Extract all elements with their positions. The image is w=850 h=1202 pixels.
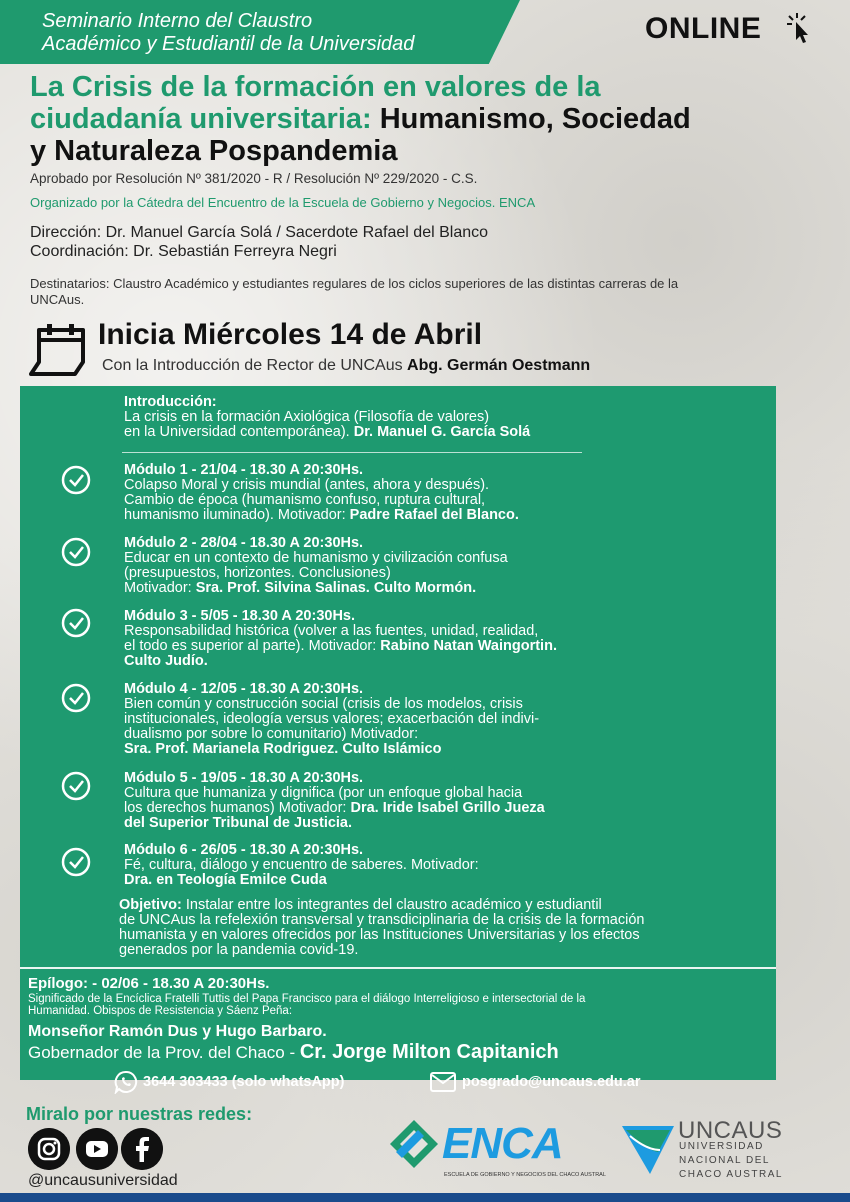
module-heading: Módulo 5 - 19/05 - 18.30 A 20:30Hs. <box>124 770 364 786</box>
module-line: Cambio de época (humanismo confuso, ruptura cultural, <box>124 492 486 508</box>
intro-speaker: Dr. Manuel G. García Solá <box>353 424 531 440</box>
module-line: dualismo por sobre lo comunitario) Motivador: <box>124 726 419 742</box>
check-circle-icon <box>60 464 92 496</box>
organizer-text: Organizado por la Cátedra del Encuentro de la Escuela de Gobierno y Negocios. ENCA <box>30 195 536 210</box>
direction-text: Dirección: Dr. Manuel García Solá / Sacerdote Rafael del Blanco <box>30 224 489 241</box>
social-title: Miralo por nuestras redes: <box>26 1104 253 1124</box>
objective-heading: Objetivo: <box>119 897 182 913</box>
enca-subtitle: ESCUELA DE GOBIERNO Y NEGOCIOS DEL CHACO AUSTRAL <box>444 1172 606 1178</box>
module-heading: Módulo 1 - 21/04 - 18.30 A 20:30Hs. <box>124 462 364 478</box>
module-heading: Módulo 3 - 5/05 - 18.30 A 20:30Hs. <box>124 608 356 624</box>
module-speaker: Sra. Prof. Silvina Salinas. Culto Mormón. <box>195 580 477 596</box>
module-line: institucionales, ideología versus valores; exacerbación del indivi- <box>124 711 540 727</box>
module-6-block <box>124 843 744 888</box>
module-speaker: Dra. Iride Isabel Grillo Jueza <box>350 800 545 816</box>
footer-bar <box>0 1193 850 1202</box>
audience-text: Destinatarios: Claustro Académico y estudiantes regulares de los ciclos superiores de las distintas carreras de la UNCAus. <box>30 276 679 307</box>
enca-logo-icon <box>388 1118 440 1170</box>
mail-icon[interactable] <box>430 1072 456 1092</box>
uncaus-name: UNCAUS <box>678 1117 783 1144</box>
module-speaker: Dra. en Teología Emilce Cuda <box>124 872 327 888</box>
banner-line-1: Seminario Interno del Claustro <box>42 10 313 32</box>
module-line: Motivador: <box>124 580 196 596</box>
check-circle-icon <box>60 682 92 714</box>
instagram-icon[interactable] <box>28 1128 70 1170</box>
intro-line-1: La crisis en la formación Axiológica (Filosofía de valores) <box>124 409 490 425</box>
check-circle-icon <box>60 770 92 802</box>
module-2-block <box>124 536 744 596</box>
module-heading: Módulo 6 - 26/05 - 18.30 A 20:30Hs. <box>124 842 364 858</box>
epilogue-text <box>28 993 763 1017</box>
module-line: Responsabilidad histórica (volver a las fuentes, unidad, realidad, <box>124 623 539 639</box>
title-green-part: ciudadanía universitaria: <box>30 103 372 135</box>
phone-number[interactable]: 3644 303433 (solo whatsApp) <box>143 1074 345 1090</box>
rector-name: Abg. Germán Oestmann <box>407 357 591 374</box>
module-line: Colapso Moral y crisis mundial (antes, ahora y después). <box>124 477 490 493</box>
module-3-block <box>124 609 744 669</box>
enca-logo-text: ENCA <box>442 1119 563 1168</box>
uncaus-logo-icon <box>620 1120 676 1176</box>
module-line: los derechos humanos) Motivador: <box>124 800 351 816</box>
intro-divider <box>122 452 582 453</box>
panel-divider <box>20 967 776 969</box>
cursor-click-icon <box>786 12 810 44</box>
calendar-icon <box>27 322 87 377</box>
email-address[interactable]: posgrado@uncaus.edu.ar <box>462 1074 641 1090</box>
check-circle-icon <box>60 607 92 639</box>
social-handle[interactable]: @uncausuniversidad <box>28 1172 178 1189</box>
epilogue-line-1: Significado de la Encíclica Fratelli Tuttis del Papa Francisco para el diálogo Interreligioso e intersectorial de la <box>28 993 586 1005</box>
approval-resolution: Aprobado por Resolución Nº 381/2020 - R / Resolución Nº 229/2020 - C.S. <box>30 171 478 186</box>
module-heading: Módulo 2 - 28/04 - 18.30 A 20:30Hs. <box>124 535 364 551</box>
objective-line-3: humanista y en valores ofrecidos por las Instituciones Universitarias y los efectos <box>119 927 640 943</box>
module-speaker: Rabino Natan Waingortin. <box>380 638 557 654</box>
title-line-1: La Crisis de la formación en valores de la <box>30 71 601 103</box>
module-heading: Módulo 4 - 12/05 - 18.30 A 20:30Hs. <box>124 681 364 697</box>
module-line: Bien común y construcción social (crisis de los modelos, crisis <box>124 696 523 712</box>
whatsapp-icon[interactable] <box>114 1070 138 1094</box>
module-1-block <box>124 463 744 523</box>
youtube-icon[interactable] <box>76 1128 118 1170</box>
objective-line-2: de UNCAus la refelexión transversal y transdiciplinaria de la crisis de la formación <box>119 912 645 928</box>
title-dark-part: Humanismo, Sociedad <box>371 103 691 135</box>
epilogue-line-2: Humanidad. Obispos de Resistencia y Sáenz Peña: <box>28 1005 293 1017</box>
intro-heading: Introducción: <box>124 394 217 410</box>
module-line: (presupuestos, horizontes. Conclusiones) <box>124 565 391 581</box>
facebook-icon[interactable] <box>121 1128 163 1170</box>
uncaus-line-2: NACIONAL DEL <box>679 1155 770 1166</box>
check-circle-icon <box>60 536 92 568</box>
module-line: el todo es superior al parte). Motivador: <box>124 638 381 654</box>
module-speaker: Sra. Prof. Marianela Rodriguez. Culto Islámico <box>124 741 442 757</box>
module-speaker-extra: del Superior Tribunal de Justicia. <box>124 815 353 831</box>
online-label: ONLINE <box>645 12 762 45</box>
start-sub-text: Con la Introducción de Rector de UNCAus <box>102 357 408 374</box>
module-line: Cultura que humaniza y dignifica (por un enfoque global hacia <box>124 785 523 801</box>
check-circle-icon <box>60 846 92 878</box>
objective-line-4: generados por la pandemia covid-19. <box>119 942 359 958</box>
module-line: Educar en un contexto de humanismo y civilización confusa <box>124 550 508 566</box>
title-line-2 <box>30 102 691 136</box>
governor-title: Gobernador de la Prov. del Chaco - <box>28 1043 300 1062</box>
objective-block <box>119 898 769 958</box>
objective-line-1: Instalar entre los integrantes del claustro académico y estudiantil <box>181 897 602 913</box>
epilogue-heading: Epílogo: - 02/06 - 18.30 A 20:30Hs. <box>28 975 270 992</box>
start-date-subtitle <box>102 357 590 375</box>
title-line-3: y Naturaleza Pospandemia <box>30 135 398 167</box>
module-4-block <box>124 682 744 757</box>
coordination-text: Coordinación: Dr. Sebastián Ferreyra Negri <box>30 243 337 260</box>
module-line: Fé, cultura, diálogo y encuentro de saberes. Motivador: <box>124 857 479 873</box>
intro-line-2: en la Universidad contemporánea). <box>124 424 354 440</box>
banner-line-2: Académico y Estudiantil de la Universidad <box>42 33 415 55</box>
epilogue-speakers: Monseñor Ramón Dus y Hugo Barbaro. <box>28 1023 327 1040</box>
intro-block <box>124 395 744 440</box>
module-speaker: Padre Rafael del Blanco. <box>349 507 519 523</box>
module-5-block <box>124 771 744 831</box>
module-speaker-extra: Culto Judío. <box>124 653 208 669</box>
uncaus-line-1: UNIVERSIDAD <box>679 1141 764 1152</box>
start-date-title: Inicia Miércoles 14 de Abril <box>98 318 483 351</box>
uncaus-line-3: CHACO AUSTRAL <box>679 1169 783 1180</box>
epilogue-governor <box>28 1041 559 1064</box>
governor-name: Cr. Jorge Milton Capitanich <box>299 1041 559 1063</box>
module-line: humanismo iluminado). Motivador: <box>124 507 350 523</box>
